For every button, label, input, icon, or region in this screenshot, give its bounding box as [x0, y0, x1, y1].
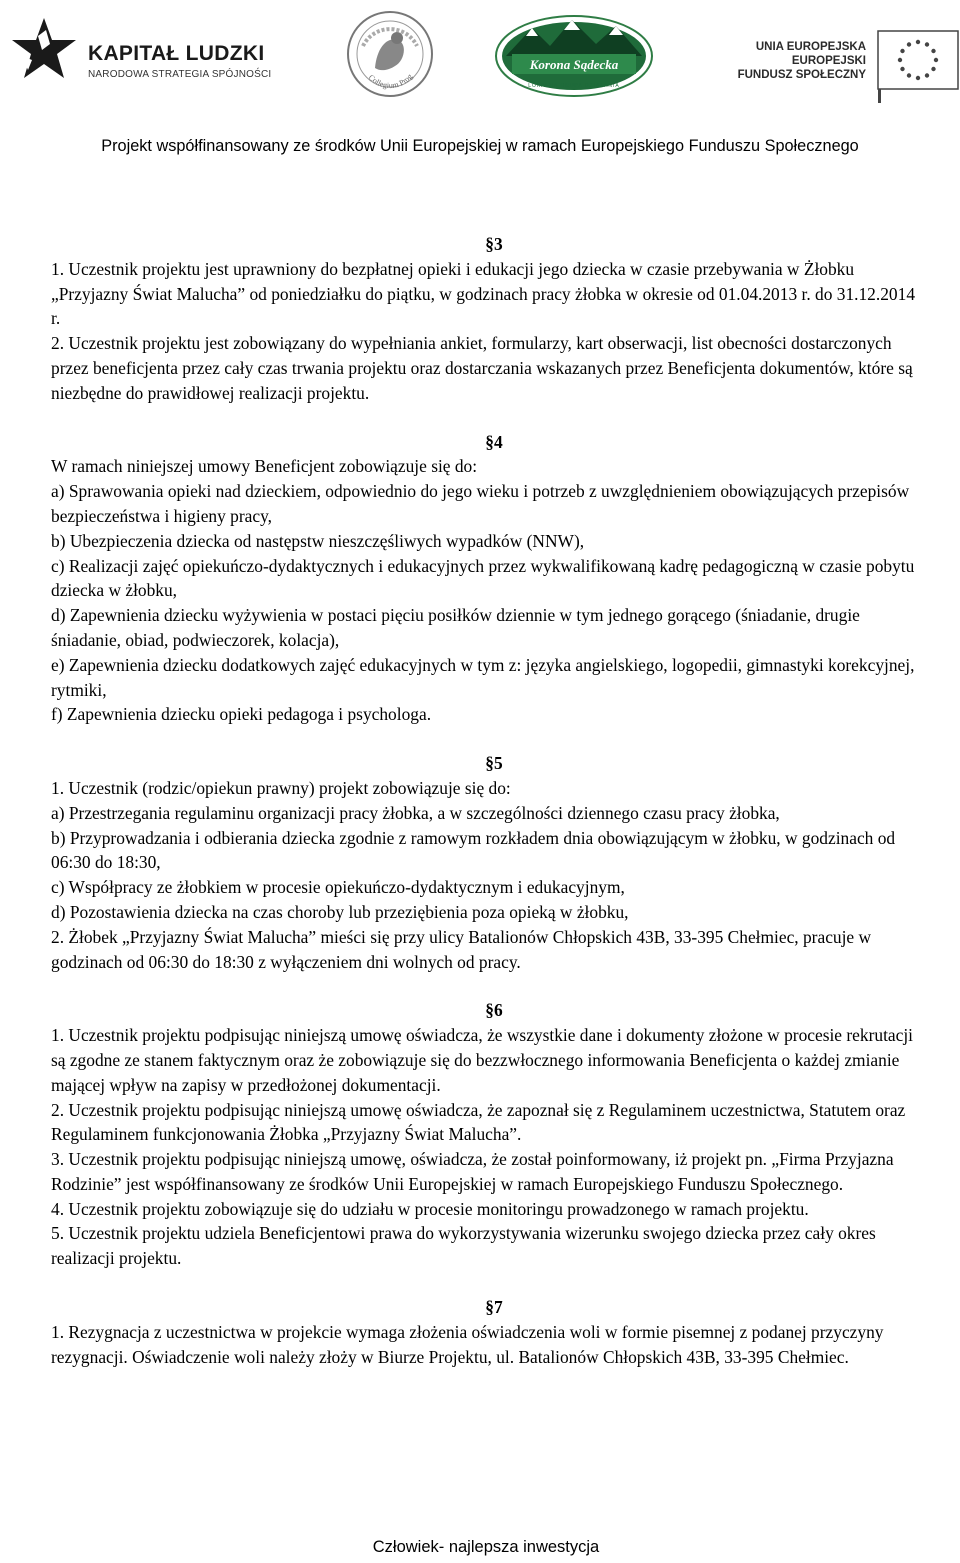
korona-subtitle: LOKALNA GRUPA DZIAŁANIA	[528, 83, 620, 89]
section-number: 6	[494, 1000, 503, 1021]
section-number: 4	[494, 431, 503, 452]
paragraph: 4. Uczestnik projektu zobowiązuje się do udziału w procesie monitoringu prowadzonego w ramach projektu.	[51, 1198, 809, 1219]
paragraph: a) Sprawowania opieki nad dzieckiem, odpowiednio do jego wieku i potrzeb z uwzględnieniem obowiązujących przepisów bezpieczeństwa i higieny pracy,	[51, 481, 910, 526]
section-4	[51, 430, 921, 728]
paragraph: e) Zapewnienia dziecku dodatkowych zajęć edukacyjnych w tym z: języka angielskiego, logopedii, gimnastyki korekcyjnej, rytmiki,	[51, 654, 915, 700]
agreement-body	[51, 232, 921, 1369]
section-number: 7	[494, 1297, 503, 1318]
paragraph: 1. Uczestnik (rodzic/opiekun prawny) projekt zobowiązuje się do:	[51, 777, 511, 798]
paragraph: 1. Uczestnik projektu podpisując niniejszą umowę oświadcza, że wszystkie dane i dokumenty złożone w procesie rekrutacji są zgodne ze stanem faktycznym oraz że zobowiązuje się do bezzwłocznego informowania Beneficjenta o każdej zmianie mającej wpływ na zapisy w przedłożonej dokumentacji.	[51, 1025, 913, 1095]
korona-title: Korona Sądecka	[529, 57, 619, 72]
paragraph: 2. Żłobek „Przyjazny Świat Malucha” mieści się przy ulicy Batalionów Chłopskich 43B, 33-395 Chełmiec, pracuje w godzinach od 06:30 do 18:30 z wyłączeniem dni wolnych od pracy.	[51, 926, 872, 972]
kapital-ludzki-star-icon	[8, 14, 80, 86]
section-number: 5	[494, 753, 503, 774]
eu-line: FUNDUSZ SPOŁECZNY	[737, 69, 866, 81]
paragraph: b) Ubezpieczenia dziecka od następstw nieszczęśliwych wypadków (NNW),	[51, 530, 585, 551]
paragraph: b) Przyprowadzania i odbierania dziecka zgodnie z ramowym rozkładem dnia obowiązującym w żłobku, w godzinach od 06:30 do 18:30,	[51, 827, 896, 873]
paragraph: c) Realizacji zajęć opiekuńczo-dydaktycznych i edukacyjnych przez wykwalifikowaną kadrę pedagogiczną w czasie pobytu dziecka w żłobku,	[51, 555, 915, 601]
kapital-ludzki-subtitle: NARODOWA STRATEGIA SPÓJNOŚCI	[88, 69, 272, 80]
paragraph: c) Współpracy ze żłobkiem w procesie opiekuńczo-dydaktycznym i edukacyjnym,	[51, 877, 625, 898]
section-title: §4	[485, 431, 503, 452]
paragraph: 1. Uczestnik projektu jest uprawniony do bezpłatnej opieki i edukacji jego dziecka w czasie przebywania w Żłobku „Przyjazny Świat Malucha” od poniedziałku do piątku, w godzinach pracy żłobka w okresie od 01.04.2013 r. do 31.12.2014 r.	[51, 258, 916, 329]
section-3	[51, 232, 921, 406]
paragraph: 2. Uczestnik projektu podpisując niniejszą umowę oświadcza, że zapoznał się z Regulaminem uczestnictwa, Statutem oraz Regulaminem funkcjonowania Żłobka „Przyjazny Świat Malucha”.	[51, 1099, 906, 1145]
section-title: §5	[485, 753, 503, 774]
eu-flag-icon	[876, 29, 960, 103]
paragraph: d) Zapewnienia dziecku wyżywienia w postaci pięciu posiłków dziennie w tym jednego gorącego (śniadanie, drugie śniadanie, obiad, podwieczorek, kolacja),	[51, 605, 860, 650]
paragraph: 3. Uczestnik projektu podpisując niniejszą umowę, oświadcza, że został poinformowany, iż projekt pn. „Firma Przyjazna Rodzinie” jest współfinansowany ze środków Unii Europejskiej w ramach Europejskiego Funduszu Społecznego.	[51, 1149, 894, 1194]
paragraph: 1. Rezygnacja z uczestnictwa w projekcie wymaga złożenia oświadczenia woli w formie pisemnej z podanej przyczyny rezygnacji. Oświadczenie woli należy złoży w Biurze Projektu, ul. Batalionów Chłopskich 43B, 33-395 Chełmiec.	[51, 1321, 884, 1367]
paragraph: W ramach niniejszej umowy Beneficjent zobowiązuje się do:	[51, 456, 478, 477]
section-number: 3	[494, 234, 503, 254]
section-5	[51, 751, 921, 974]
kapital-ludzki-logo	[8, 14, 278, 86]
section-title: §6	[485, 1000, 503, 1021]
section-7	[51, 1295, 921, 1369]
eu-fund-name	[728, 40, 866, 82]
seal-text: Collegium Prog	[366, 72, 415, 91]
project-cofinancing-line: Projekt współfinansowany ze środków Unii Europejskiej w ramach Europejskiego Funduszu Społecznego	[101, 137, 859, 155]
eu-line: EUROPEJSKI	[791, 55, 866, 67]
page-footer: Człowiek- najlepsza inwestycja	[372, 1538, 600, 1556]
section-title: §7	[485, 1297, 503, 1318]
collegium-progressus-seal-logo	[345, 6, 435, 102]
eu-line: UNIA EUROPEJSKA	[755, 41, 866, 53]
section-6	[51, 998, 921, 1271]
section-title: §3	[485, 234, 503, 254]
paragraph: f) Zapewnienia dziecku opieki pedagoga i psychologa.	[51, 704, 432, 725]
paragraph: a) Przestrzegania regulaminu organizacji pracy żłobka, a w szczególności dziennego czasu pracy żłobka,	[51, 802, 780, 823]
korona-sadecka-logo	[492, 12, 657, 100]
eu-social-fund-logo	[728, 26, 958, 106]
document-header	[0, 0, 960, 110]
paragraph: 5. Uczestnik projektu udziela Beneficjentowi prawa do wykorzystywania wizerunku swojego dziecka przez cały okres realizacji projektu.	[51, 1223, 876, 1269]
paragraph: d) Pozostawienia dziecka na czas choroby lub przeziębienia poza opieką w żłobku,	[51, 901, 629, 922]
kapital-ludzki-title: KAPITAŁ LUDZKI	[88, 42, 265, 65]
paragraph: 2. Uczestnik projektu jest zobowiązany do wypełniania ankiet, formularzy, kart obserwacji, list obecności dostarczonych przez beneficjenta przez cały czas trwania projektu oraz dostarczania wskazanych przez Beneficjenta dokumentów, które są niezbędne do prawidłowej realizacji projektu.	[51, 333, 913, 403]
